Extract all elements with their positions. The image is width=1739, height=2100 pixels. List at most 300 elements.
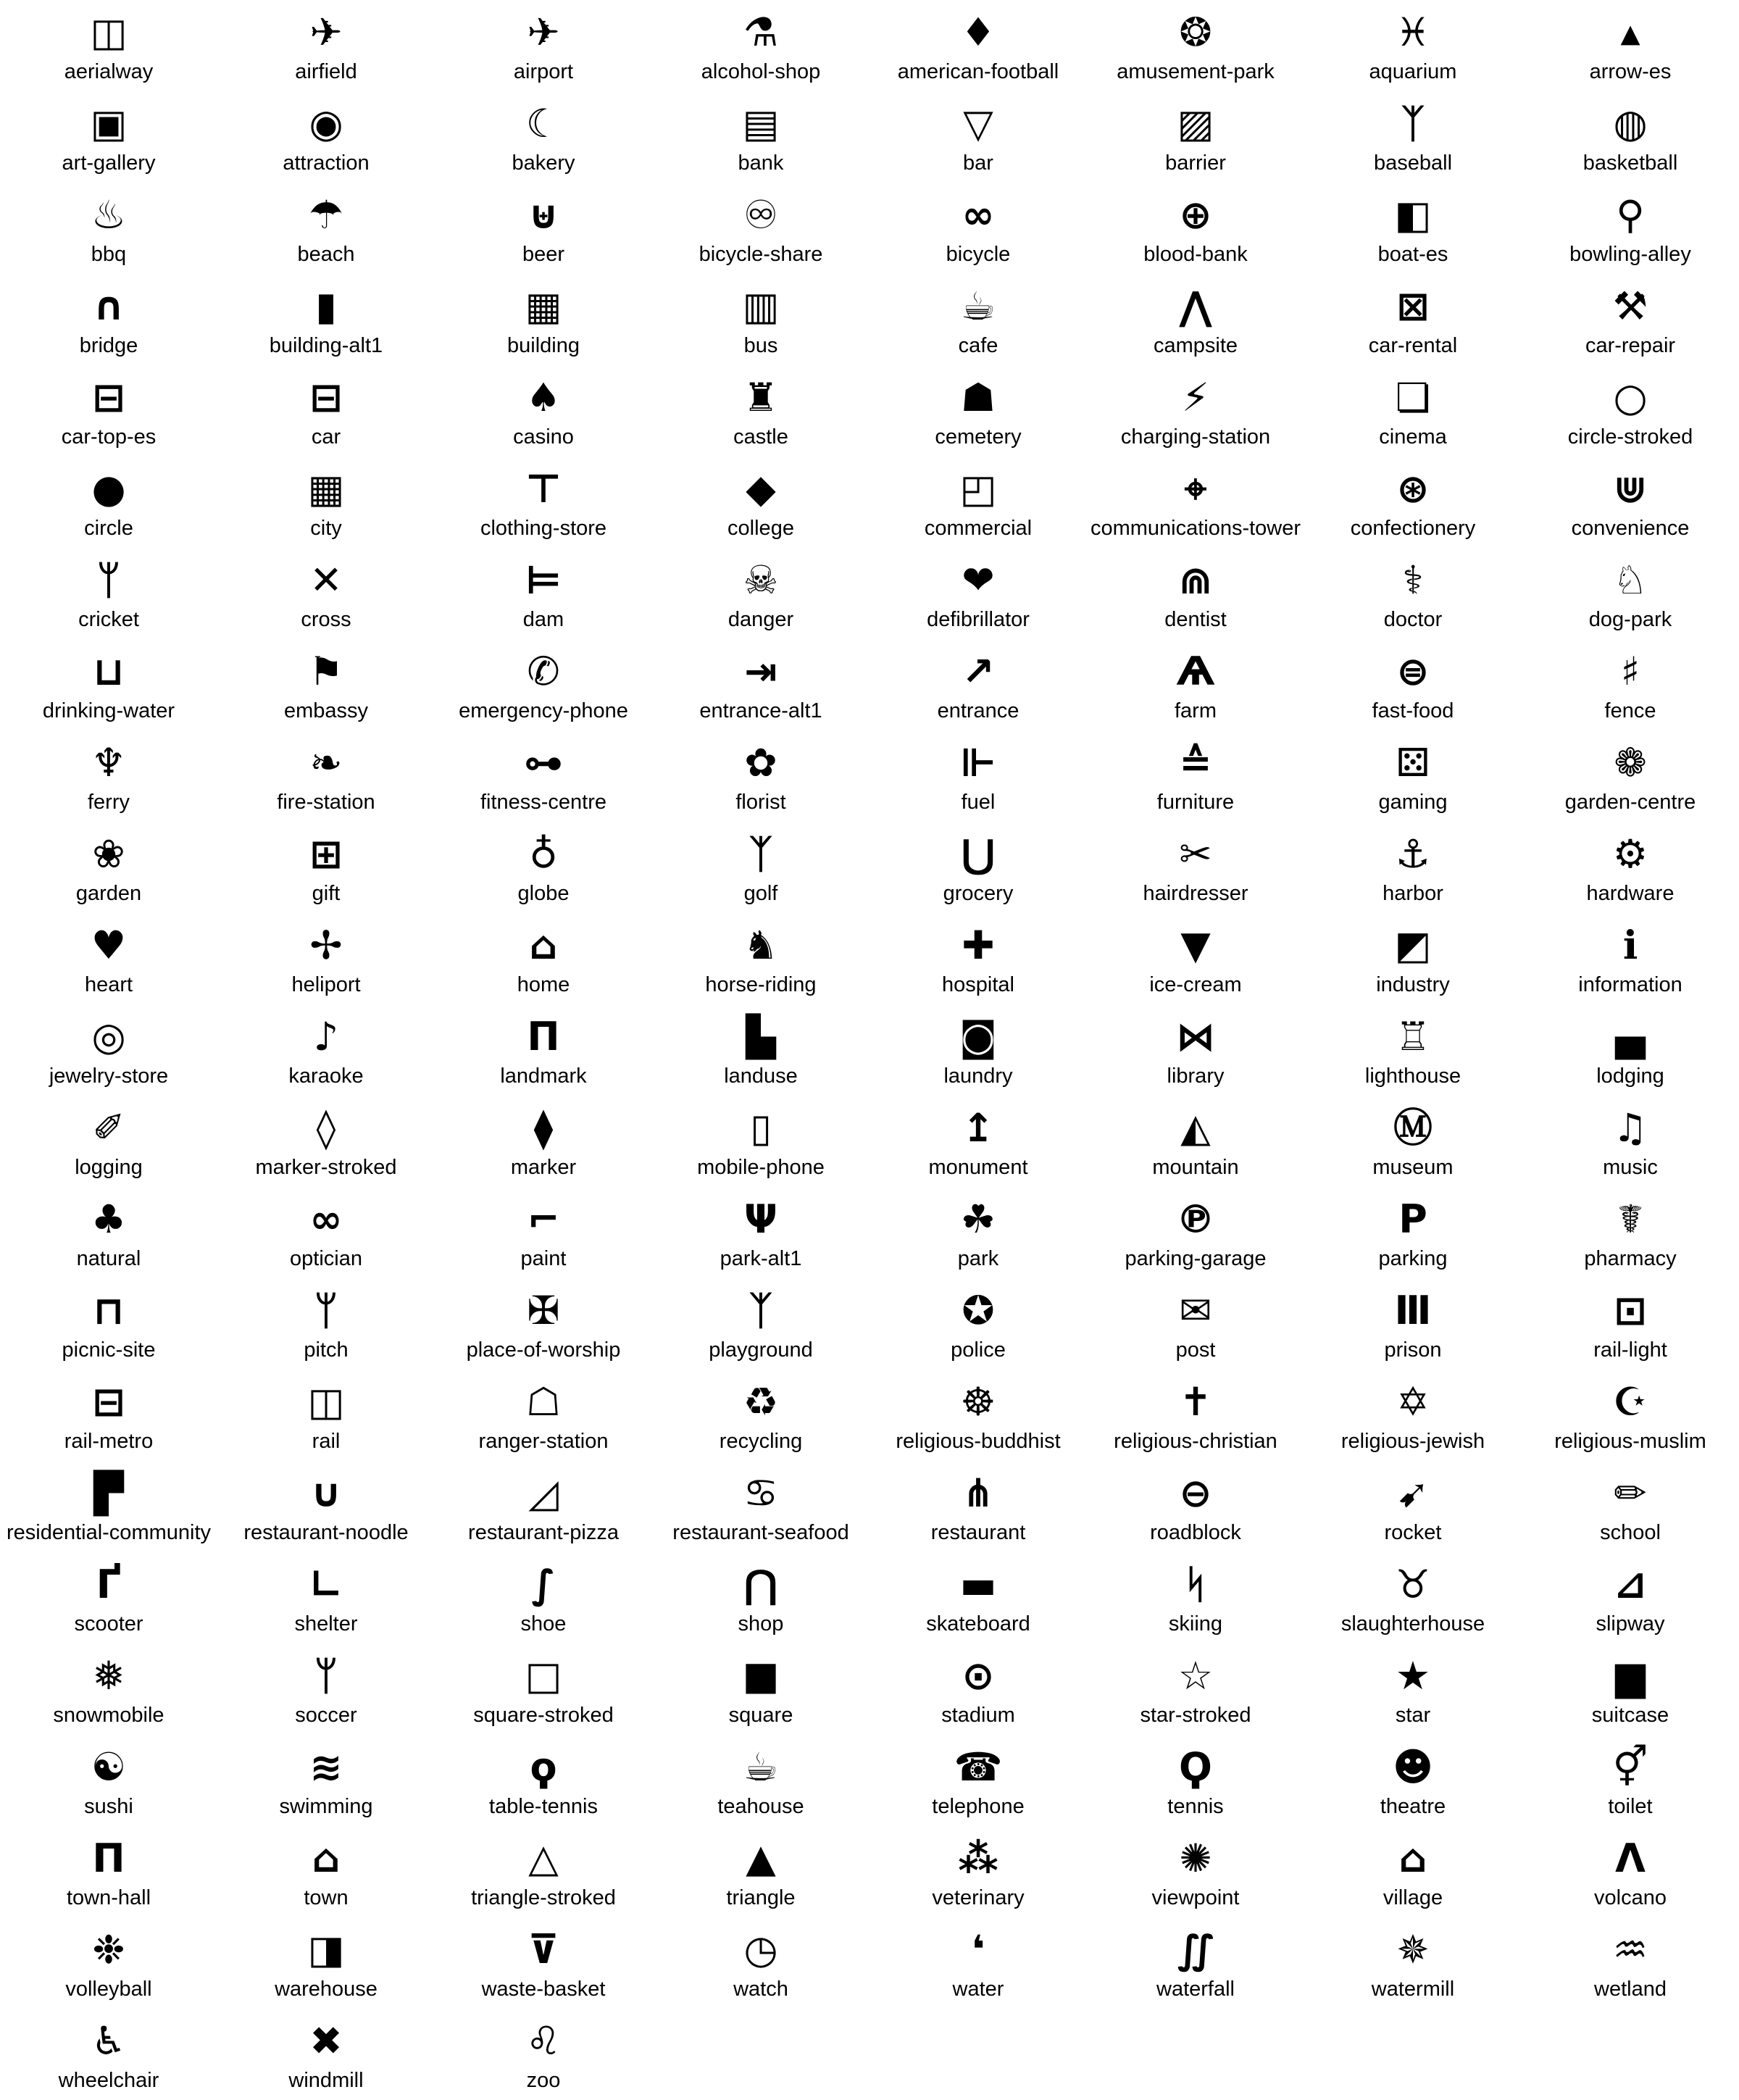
icon-cell-natural bbox=[0, 1187, 217, 1278]
icon-cell-amusement-park bbox=[1087, 0, 1304, 91]
icon-cell-beer bbox=[435, 183, 652, 274]
icon-label-wheelchair: wheelchair bbox=[58, 2069, 159, 2092]
icon-label-hardware: hardware bbox=[1586, 882, 1675, 905]
restaurant-seafood-icon: ♋ bbox=[743, 1470, 779, 1516]
icon-cell-fitness-centre bbox=[435, 730, 652, 822]
karaoke-icon: ♪ bbox=[313, 1014, 339, 1059]
industry-icon: ◩ bbox=[1394, 922, 1432, 968]
icon-label-park-alt1: park-alt1 bbox=[720, 1247, 802, 1270]
icon-label-picnic-site: picnic-site bbox=[62, 1338, 156, 1362]
icon-cell-airfield bbox=[217, 0, 435, 91]
icon-label-restaurant-pizza: restaurant-pizza bbox=[468, 1521, 619, 1544]
ranger-station-icon: ☖ bbox=[525, 1379, 562, 1425]
bus-icon: ▥ bbox=[742, 283, 780, 329]
icon-cell-florist bbox=[652, 730, 870, 822]
icon-cell-police bbox=[870, 1278, 1087, 1370]
icon-cell-farm bbox=[1087, 639, 1304, 730]
icon-label-watch: watch bbox=[733, 1978, 788, 2001]
icon-label-ferry: ferry bbox=[88, 791, 130, 814]
basketball-icon: ◍ bbox=[1613, 101, 1648, 146]
bar-icon: ▽ bbox=[963, 101, 993, 146]
icon-label-beer: beer bbox=[522, 243, 565, 266]
icon-label-square: square bbox=[728, 1704, 793, 1727]
icon-cell-sushi bbox=[0, 1735, 217, 1826]
icon-label-police: police bbox=[951, 1338, 1006, 1362]
volcano-icon: Ʌ bbox=[1615, 1836, 1646, 1881]
icon-cell-car-rental bbox=[1304, 274, 1522, 365]
icon-label-attraction: attraction bbox=[283, 151, 370, 175]
icon-cell-bus bbox=[652, 274, 870, 365]
grocery-icon: ⋃ bbox=[962, 831, 995, 877]
icon-cell-restaurant-pizza bbox=[435, 1461, 652, 1552]
defibrillator-icon: ❤ bbox=[962, 557, 995, 603]
icon-cell-garden-centre bbox=[1522, 730, 1739, 822]
icon-cell-skateboard bbox=[870, 1552, 1087, 1643]
icon-label-teahouse: teahouse bbox=[717, 1795, 804, 1818]
swimming-icon: ≋ bbox=[309, 1744, 343, 1790]
convenience-icon: ⋓ bbox=[1614, 466, 1647, 512]
town-hall-icon: Π bbox=[92, 1836, 125, 1881]
icon-cell-water bbox=[870, 1917, 1087, 2009]
icon-cell-alcohol-shop bbox=[652, 0, 870, 91]
icon-cell-barrier bbox=[1087, 91, 1304, 183]
landmark-icon: Π bbox=[527, 1014, 560, 1059]
icon-label-skateboard: skateboard bbox=[926, 1612, 1030, 1636]
icon-label-airport: airport bbox=[513, 60, 574, 83]
icon-label-charging-station: charging-station bbox=[1120, 425, 1271, 449]
icon-label-town-hall: town-hall bbox=[66, 1886, 151, 1909]
icon-label-defibrillator: defibrillator bbox=[927, 608, 1030, 631]
icon-cell-veterinary bbox=[870, 1826, 1087, 1917]
icon-label-triangle: triangle bbox=[726, 1886, 796, 1909]
icon-label-place-of-worship: place-of-worship bbox=[466, 1338, 621, 1362]
icon-label-airfield: airfield bbox=[295, 60, 357, 83]
icon-label-bakery: bakery bbox=[512, 151, 575, 175]
icon-label-wetland: wetland bbox=[1594, 1978, 1667, 2001]
icon-label-heart: heart bbox=[84, 973, 133, 996]
roadblock-icon: ⊖ bbox=[1179, 1470, 1212, 1516]
icon-label-recycling: recycling bbox=[719, 1430, 803, 1453]
toilet-icon: ⚥ bbox=[1612, 1744, 1648, 1790]
icon-cell-town-hall bbox=[0, 1826, 217, 1917]
triangle-stroked-icon: △ bbox=[528, 1836, 559, 1881]
icon-cell-entrance-alt1 bbox=[652, 639, 870, 730]
rail-icon: ◫ bbox=[307, 1379, 345, 1425]
lodging-icon: ▄ bbox=[1615, 1014, 1646, 1059]
icon-cell-wheelchair bbox=[0, 2009, 217, 2100]
icon-cell-aquarium bbox=[1304, 0, 1522, 91]
icon-cell-baseball bbox=[1304, 91, 1522, 183]
watch-icon: ◷ bbox=[743, 1927, 778, 1972]
icon-cell-star-stroked bbox=[1087, 1643, 1304, 1735]
wheelchair-icon: ♿ bbox=[91, 2018, 127, 2064]
icon-label-drinking-water: drinking-water bbox=[42, 699, 175, 722]
icon-cell-museum bbox=[1304, 1096, 1522, 1187]
icon-label-natural: natural bbox=[76, 1247, 141, 1270]
icon-cell-waste-basket bbox=[435, 1917, 652, 2009]
windmill-icon: ✖ bbox=[309, 2018, 343, 2064]
icon-cell-soccer bbox=[217, 1643, 435, 1735]
icon-cell-table-tennis bbox=[435, 1735, 652, 1826]
globe-icon: ♁ bbox=[529, 831, 558, 877]
skiing-icon: ᛋ bbox=[1183, 1562, 1208, 1607]
icon-label-information: information bbox=[1578, 973, 1682, 996]
icon-label-castle: castle bbox=[733, 425, 788, 449]
icon-cell-city bbox=[217, 457, 435, 548]
icon-label-music: music bbox=[1603, 1156, 1658, 1179]
icon-label-slaughterhouse: slaughterhouse bbox=[1340, 1612, 1485, 1636]
icon-cell-dog-park bbox=[1522, 548, 1739, 639]
icon-cell-waterfall bbox=[1087, 1917, 1304, 2009]
ferry-icon: ♆ bbox=[91, 740, 127, 786]
information-icon: ℹ bbox=[1622, 922, 1638, 968]
icon-cell-town bbox=[217, 1826, 435, 1917]
icon-cell-convenience bbox=[1522, 457, 1739, 548]
icon-label-rail: rail bbox=[312, 1430, 341, 1453]
religious-buddhist-icon: ☸ bbox=[960, 1379, 996, 1425]
blood-bank-icon: ⊕ bbox=[1179, 192, 1212, 238]
rail-metro-icon: ⊟ bbox=[92, 1379, 125, 1425]
icon-cell-dam bbox=[435, 548, 652, 639]
table-tennis-icon: ϙ bbox=[530, 1744, 557, 1790]
icon-cell-entrance bbox=[870, 639, 1087, 730]
icon-label-casino: casino bbox=[513, 425, 574, 449]
icon-label-village: village bbox=[1383, 1886, 1443, 1909]
icon-label-park: park bbox=[957, 1247, 999, 1270]
icon-cell-marker bbox=[435, 1096, 652, 1187]
icon-cell-car-top-es bbox=[0, 365, 217, 457]
american-football-icon: ♦ bbox=[960, 9, 996, 55]
icon-cell-information bbox=[1522, 913, 1739, 1004]
icon-cell-home bbox=[435, 913, 652, 1004]
icon-label-arrow-es: arrow-es bbox=[1589, 60, 1672, 83]
icon-label-landmark: landmark bbox=[500, 1064, 587, 1088]
snowmobile-icon: ❅ bbox=[92, 1653, 125, 1699]
icon-cell-basketball bbox=[1522, 91, 1739, 183]
farm-icon: Ѧ bbox=[1176, 649, 1215, 694]
icon-label-bowling-alley: bowling-alley bbox=[1569, 243, 1691, 266]
icon-cell-shoe bbox=[435, 1552, 652, 1643]
icon-label-dam: dam bbox=[522, 608, 564, 631]
icon-cell-pharmacy bbox=[1522, 1187, 1739, 1278]
icon-label-alcohol-shop: alcohol-shop bbox=[701, 60, 821, 83]
icon-label-landuse: landuse bbox=[724, 1064, 798, 1088]
icon-cell-cinema bbox=[1304, 365, 1522, 457]
castle-icon: ♜ bbox=[743, 375, 779, 420]
icon-label-suitcase: suitcase bbox=[1591, 1704, 1669, 1727]
icon-label-tennis: tennis bbox=[1167, 1795, 1224, 1818]
beer-icon: ⊎ bbox=[527, 192, 559, 238]
icon-label-globe: globe bbox=[517, 882, 570, 905]
icon-label-baseball: baseball bbox=[1373, 151, 1453, 175]
icon-cell-lighthouse bbox=[1304, 1004, 1522, 1096]
icon-label-slipway: slipway bbox=[1596, 1612, 1665, 1636]
icon-cell-optician bbox=[217, 1187, 435, 1278]
icon-cell-landmark bbox=[435, 1004, 652, 1096]
bridge-icon: ∩ bbox=[93, 283, 125, 329]
city-icon: ▦ bbox=[307, 466, 345, 512]
icon-cell-marker-stroked bbox=[217, 1096, 435, 1187]
cemetery-icon: ☗ bbox=[960, 375, 996, 420]
jewelry-store-icon: ◎ bbox=[91, 1014, 126, 1059]
warehouse-icon: ◨ bbox=[307, 1927, 345, 1972]
circle-icon: ● bbox=[91, 466, 126, 512]
icon-cell-cemetery bbox=[870, 365, 1087, 457]
icon-cell-globe bbox=[435, 822, 652, 913]
zoo-icon: ♌ bbox=[525, 2018, 562, 2064]
theatre-icon: ☻ bbox=[1392, 1744, 1434, 1790]
bowling-alley-icon: ⚲ bbox=[1616, 192, 1645, 238]
icon-cell-jewelry-store bbox=[0, 1004, 217, 1096]
icon-label-table-tennis: table-tennis bbox=[489, 1795, 598, 1818]
icon-label-gaming: gaming bbox=[1378, 791, 1448, 814]
optician-icon: ∞ bbox=[309, 1196, 343, 1242]
religious-jewish-icon: ✡ bbox=[1396, 1379, 1430, 1425]
fence-icon: ♯ bbox=[1620, 649, 1640, 694]
golf-icon: ᛉ bbox=[748, 831, 773, 877]
icon-label-cricket: cricket bbox=[78, 608, 139, 631]
icon-cell-lodging bbox=[1522, 1004, 1739, 1096]
icon-label-optician: optician bbox=[290, 1247, 362, 1270]
icon-cell-restaurant bbox=[870, 1461, 1087, 1552]
telephone-icon: ☎ bbox=[954, 1744, 1003, 1790]
casino-icon: ♠ bbox=[525, 375, 562, 420]
icon-cell-suitcase bbox=[1522, 1643, 1739, 1735]
ice-cream-icon: ▼ bbox=[1180, 922, 1211, 968]
mountain-icon: ◭ bbox=[1180, 1105, 1211, 1151]
cricket-icon: ᛘ bbox=[96, 557, 121, 603]
rocket-icon: ➹ bbox=[1396, 1470, 1430, 1516]
icon-label-convenience: convenience bbox=[1571, 517, 1690, 540]
beach-icon: ☂ bbox=[308, 192, 344, 238]
icon-cell-recycling bbox=[652, 1370, 870, 1461]
residential-community-icon: ▛ bbox=[93, 1470, 124, 1516]
icon-cell-fast-food bbox=[1304, 639, 1522, 730]
icon-label-building-alt1: building-alt1 bbox=[269, 334, 383, 357]
icon-cell-religious-christian bbox=[1087, 1370, 1304, 1461]
airport-icon: ✈ bbox=[527, 9, 560, 55]
icon-label-warehouse: warehouse bbox=[275, 1978, 378, 2001]
cinema-icon: ❏ bbox=[1395, 375, 1431, 420]
icon-cell-dentist bbox=[1087, 548, 1304, 639]
icon-cell-doctor bbox=[1304, 548, 1522, 639]
clothing-store-icon: ⊤ bbox=[525, 466, 562, 512]
watermill-icon: ✵ bbox=[1396, 1927, 1430, 1972]
icon-cell-american-football bbox=[870, 0, 1087, 91]
icon-cell-landuse bbox=[652, 1004, 870, 1096]
bbq-icon: ♨ bbox=[91, 192, 127, 238]
water-icon: ❛ bbox=[971, 1927, 985, 1972]
icon-cell-wetland bbox=[1522, 1917, 1739, 2009]
museum-icon: Ⓜ bbox=[1393, 1105, 1433, 1151]
bakery-icon: ☾ bbox=[525, 101, 562, 146]
religious-muslim-icon: ☪ bbox=[1612, 1379, 1648, 1425]
logging-icon: ✐ bbox=[92, 1105, 125, 1151]
icon-cell-bakery bbox=[435, 91, 652, 183]
icon-cell-rail bbox=[217, 1370, 435, 1461]
icon-label-restaurant-noodle: restaurant-noodle bbox=[243, 1521, 409, 1544]
icon-cell-picnic-site bbox=[0, 1278, 217, 1370]
alcohol-shop-icon: ⚗ bbox=[743, 9, 779, 55]
icon-label-college: college bbox=[727, 517, 794, 540]
icon-cell-bicycle-share bbox=[652, 183, 870, 274]
shoe-icon: ∫ bbox=[531, 1562, 556, 1607]
aquarium-icon: ♓ bbox=[1395, 9, 1431, 55]
barrier-icon: ▨ bbox=[1177, 101, 1214, 146]
icon-label-golf: golf bbox=[743, 882, 778, 905]
restaurant-pizza-icon: ◿ bbox=[528, 1470, 559, 1516]
icon-label-barrier: barrier bbox=[1165, 151, 1226, 175]
icon-label-school: school bbox=[1600, 1521, 1661, 1544]
school-icon: ✏ bbox=[1614, 1470, 1647, 1516]
icon-cell-swimming bbox=[217, 1735, 435, 1826]
icon-label-town: town bbox=[304, 1886, 349, 1909]
pharmacy-icon: ☤ bbox=[1617, 1196, 1644, 1242]
icon-cell-teahouse bbox=[652, 1735, 870, 1826]
icon-label-cafe: cafe bbox=[958, 334, 998, 357]
icon-label-commercial: commercial bbox=[924, 517, 1033, 540]
icon-cell-warehouse bbox=[217, 1917, 435, 2009]
icon-label-restaurant-seafood: restaurant-seafood bbox=[672, 1521, 849, 1544]
confectionery-icon: ⊛ bbox=[1396, 466, 1430, 512]
recycling-icon: ♻ bbox=[743, 1379, 779, 1425]
icon-cell-laundry bbox=[870, 1004, 1087, 1096]
icon-cell-watch bbox=[652, 1917, 870, 2009]
volleyball-icon: ❉ bbox=[92, 1927, 125, 1972]
icon-cell-college bbox=[652, 457, 870, 548]
icon-label-soccer: soccer bbox=[295, 1704, 357, 1727]
icon-cell-school bbox=[1522, 1461, 1739, 1552]
art-gallery-icon: ▣ bbox=[90, 101, 128, 146]
suitcase-icon: ▆ bbox=[1615, 1653, 1646, 1699]
icon-cell-snowmobile bbox=[0, 1643, 217, 1735]
icon-cell-airport bbox=[435, 0, 652, 91]
icon-cell-rocket bbox=[1304, 1461, 1522, 1552]
icon-label-shelter: shelter bbox=[294, 1612, 358, 1636]
icon-label-star: star bbox=[1395, 1704, 1431, 1727]
aerialway-icon: ◫ bbox=[90, 9, 128, 55]
hairdresser-icon: ✂ bbox=[1179, 831, 1212, 877]
icon-cell-hospital bbox=[870, 913, 1087, 1004]
baseball-icon: ᛉ bbox=[1401, 101, 1425, 146]
icon-label-stadium: stadium bbox=[941, 1704, 1015, 1727]
icon-cell-zoo bbox=[435, 2009, 652, 2100]
icon-label-ice-cream: ice-cream bbox=[1149, 973, 1242, 996]
icon-label-emergency-phone: emergency-phone bbox=[459, 699, 628, 722]
icon-label-marker-stroked: marker-stroked bbox=[255, 1156, 397, 1179]
marker-stroked-icon: ◊ bbox=[316, 1105, 336, 1151]
icon-label-beach: beach bbox=[297, 243, 355, 266]
gift-icon: ⊞ bbox=[309, 831, 343, 877]
picnic-site-icon: ⊓ bbox=[93, 1288, 125, 1333]
icon-cell-furniture bbox=[1087, 730, 1304, 822]
icon-cell-telephone bbox=[870, 1735, 1087, 1826]
icon-cell-clothing-store bbox=[435, 457, 652, 548]
icon-label-confectionery: confectionery bbox=[1350, 517, 1476, 540]
icon-cell-building bbox=[435, 274, 652, 365]
icon-label-heliport: heliport bbox=[291, 973, 361, 996]
icon-label-restaurant: restaurant bbox=[930, 1521, 1026, 1544]
furniture-icon: ≙ bbox=[1179, 740, 1212, 786]
icon-cell-religious-jewish bbox=[1304, 1370, 1522, 1461]
waste-basket-icon: ⊽ bbox=[527, 1927, 559, 1972]
icon-cell-embassy bbox=[217, 639, 435, 730]
dam-icon: ⊨ bbox=[525, 557, 562, 603]
lighthouse-icon: ♖ bbox=[1395, 1014, 1431, 1059]
skateboard-icon: ▬ bbox=[959, 1562, 997, 1607]
icon-cell-square-stroked bbox=[435, 1643, 652, 1735]
embassy-icon: ⚑ bbox=[308, 649, 344, 694]
icon-cell-communications-tower bbox=[1087, 457, 1304, 548]
playground-icon: ᛉ bbox=[748, 1288, 773, 1333]
icon-label-scooter: scooter bbox=[74, 1612, 143, 1636]
natural-icon: ♣ bbox=[91, 1196, 127, 1242]
icon-label-home: home bbox=[517, 973, 570, 996]
icon-label-clothing-store: clothing-store bbox=[480, 517, 607, 540]
icon-label-aquarium: aquarium bbox=[1369, 60, 1457, 83]
star-icon: ★ bbox=[1395, 1653, 1431, 1699]
slipway-icon: ⊿ bbox=[1614, 1562, 1647, 1607]
icon-cell-karaoke bbox=[217, 1004, 435, 1096]
icon-label-karaoke: karaoke bbox=[288, 1064, 364, 1088]
icon-cell-rail-metro bbox=[0, 1370, 217, 1461]
emergency-phone-icon: ✆ bbox=[527, 649, 560, 694]
icon-cell-grocery bbox=[870, 822, 1087, 913]
icon-cell-viewpoint bbox=[1087, 1826, 1304, 1917]
icon-label-water: water bbox=[952, 1978, 1004, 2001]
icon-cell-library bbox=[1087, 1004, 1304, 1096]
icon-label-bar: bar bbox=[963, 151, 993, 175]
icon-cell-blood-bank bbox=[1087, 183, 1304, 274]
icon-cell-art-gallery bbox=[0, 91, 217, 183]
library-icon: ⋈ bbox=[1176, 1014, 1215, 1059]
campsite-icon: ⋀ bbox=[1179, 283, 1212, 329]
icon-cell-volcano bbox=[1522, 1826, 1739, 1917]
icon-label-florist: florist bbox=[735, 791, 786, 814]
building-alt1-icon: ▮ bbox=[315, 283, 337, 329]
arrow-es-icon: ▴ bbox=[1620, 9, 1640, 55]
icon-label-gift: gift bbox=[312, 882, 341, 905]
icon-label-city: city bbox=[310, 517, 342, 540]
icon-label-skiing: skiing bbox=[1168, 1612, 1223, 1636]
icon-cell-watermill bbox=[1304, 1917, 1522, 2009]
icon-label-snowmobile: snowmobile bbox=[53, 1704, 164, 1727]
prison-icon: Ⅲ bbox=[1394, 1288, 1432, 1333]
icon-cell-park bbox=[870, 1187, 1087, 1278]
cafe-icon: ☕ bbox=[960, 283, 996, 329]
harbor-icon: ⚓ bbox=[1395, 831, 1431, 877]
boat-es-icon: ◧ bbox=[1394, 192, 1432, 238]
icon-label-religious-buddhist: religious-buddhist bbox=[896, 1430, 1061, 1453]
soccer-icon: ᛘ bbox=[314, 1653, 338, 1699]
icon-label-farm: farm bbox=[1175, 699, 1217, 722]
pitch-icon: ᛘ bbox=[314, 1288, 338, 1333]
horse-riding-icon: ♞ bbox=[743, 922, 779, 968]
monument-icon: ↥ bbox=[962, 1105, 995, 1151]
icon-label-swimming: swimming bbox=[279, 1795, 373, 1818]
icon-cell-charging-station bbox=[1087, 365, 1304, 457]
icon-cell-ranger-station bbox=[435, 1370, 652, 1461]
restaurant-icon: ⋔ bbox=[962, 1470, 995, 1516]
icon-label-waste-basket: waste-basket bbox=[481, 1978, 606, 2001]
dentist-icon: ⋒ bbox=[1179, 557, 1212, 603]
airfield-icon: ✈ bbox=[309, 9, 343, 55]
icon-cell-gaming bbox=[1304, 730, 1522, 822]
icon-cell-slipway bbox=[1522, 1552, 1739, 1643]
fitness-centre-icon: ⊶ bbox=[524, 740, 563, 786]
icon-cell-monument bbox=[870, 1096, 1087, 1187]
icon-cell-bicycle bbox=[870, 183, 1087, 274]
